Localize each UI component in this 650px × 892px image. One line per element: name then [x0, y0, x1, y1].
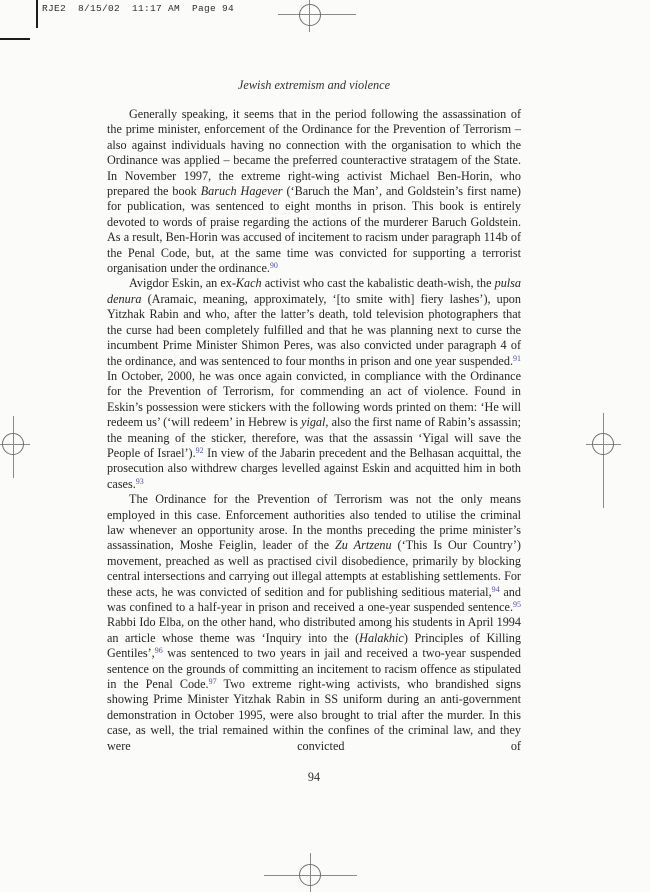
- paragraph: Generally speaking, it seems that in the period following the assassination of the prime minister, enforcement of the Ordinance for the Prevention of Terrorism – also against individuals having no connection with the organisation to which the Ordinance was applied – became the preferred counteractive stratagem of the State. In November 1997, the extreme right-wing activist Michael Ben-Horin, who prepared the book Baruch Hagever (‘Baruch the Man’, and Goldstein’s first name) for publication, was sentenced to eight months in prison. This book is entirely devoted to words of praise regarding the actions of the murderer Baruch Goldstein. As a result, Ben-Horin was accused of incitement to racism under paragraph 114b of the Penal Code, but, at the same time was convicted for supporting a terrorist organisation under the ordinance.$^{90}$: [107, 107, 521, 276]
- italic-term: Kach: [235, 276, 262, 291]
- footnote-reference: 96: [154, 646, 163, 656]
- print-job-header: RJE2 8/15/02 11:17 AM Page 94: [42, 3, 235, 14]
- footnote-reference: 94: [491, 584, 500, 594]
- footnote-reference: 93: [135, 476, 144, 486]
- italic-term: Zu Artzenu: [335, 538, 392, 553]
- page-number: 94: [307, 770, 321, 784]
- body-text: [107, 107, 521, 754]
- paragraph: Avigdor Eskin, an ex-Kach activist who cast the kabalistic death-wish, the pulsa denura (Aramaic, meaning, approximately, ‘[to smite with] fiery lashes’), upon Yitzhak Rabin and who, after the latter’s death, told television photographers that the curse had been completely fulfilled and that he was planning next to curse the incumbent Prime Minister Shimon Peres, was also convicted under paragraph 4 of the ordinance, and was sentenced to four months in prison and one year suspended.$^{91}$ In October, 2000, he was once again convicted, in compliance with the Ordinance for the Prevention of Terrorism, for commending an act of violence. Found in Eskin’s possession were stickers with the following words printed on them: ‘He will redeem us’ (‘will redeem’ in Hebrew is yigal, also the first name of Rabin’s assassin; the meaning of the sticker, therefore, was that the assassin ‘Yigal will save the People of Israel’).$^{92}$ In view of the Jabarin precedent and the Belhasan acquittal, the prosecution also withdrew charges levelled against Eskin and acquitted him in both cases.$^{93}$: [107, 276, 522, 491]
- italic-term: pulsa denura: [107, 276, 522, 306]
- italic-term: yigal: [301, 415, 326, 430]
- footnote-reference: 90: [269, 261, 278, 271]
- footnote-reference: 97: [208, 677, 217, 687]
- italic-term: Halakhic: [359, 630, 404, 645]
- running-head: Jewish extremism and violence: [237, 78, 391, 92]
- footnote-reference: 92: [195, 445, 204, 455]
- footnote-reference: 95: [513, 600, 521, 609]
- corner-crop-hline: [0, 38, 30, 40]
- corner-crop-vline: [36, 0, 38, 28]
- paragraph: The Ordinance for the Prevention of Terrorism was not the only means employed in this case. Enforcement authorities also tended to utilise the criminal law whenever an opportunity arose. In the months preceding the prime minister’s assassination, Moshe Feiglin, leader of the Zu Artzenu (‘This Is Our Country’) movement, preached as well as practised civil disobedience, primarily by blocking central intersections and carrying out illegal attempts at establishing settlements. For these acts, he was convicted of sedition and for publishing seditious material,$^{94}$ and was confined to a half-year in prison and received a one-year suspended sentence.$^{95}$ Rabbi Ido Elba, on the other hand, who distributed among his students in April 1994 an article whose theme was ‘Inquiry into the (Halakhic) Principles of Killing Gentiles’,$^{96}$ was sentenced to two years in jail and received a two-year suspended sentence on the grounds of committing an incitement to racism offence as stipulated in the Penal Code.$^{97}$ Two extreme right-wing activists, who brandished signs showing Prime Minister Yitzhak Rabin in SS uniform during an anti-government demonstration in October 1995, were also brought to trial after the murder. In this case, as well, the trial remained within the confines of the criminal law, and they were convicted of: [107, 492, 521, 753]
- italic-term: Baruch Hagever: [200, 184, 283, 199]
- footnote-reference: 91: [513, 353, 521, 363]
- crosshair-icon: [603, 413, 604, 508]
